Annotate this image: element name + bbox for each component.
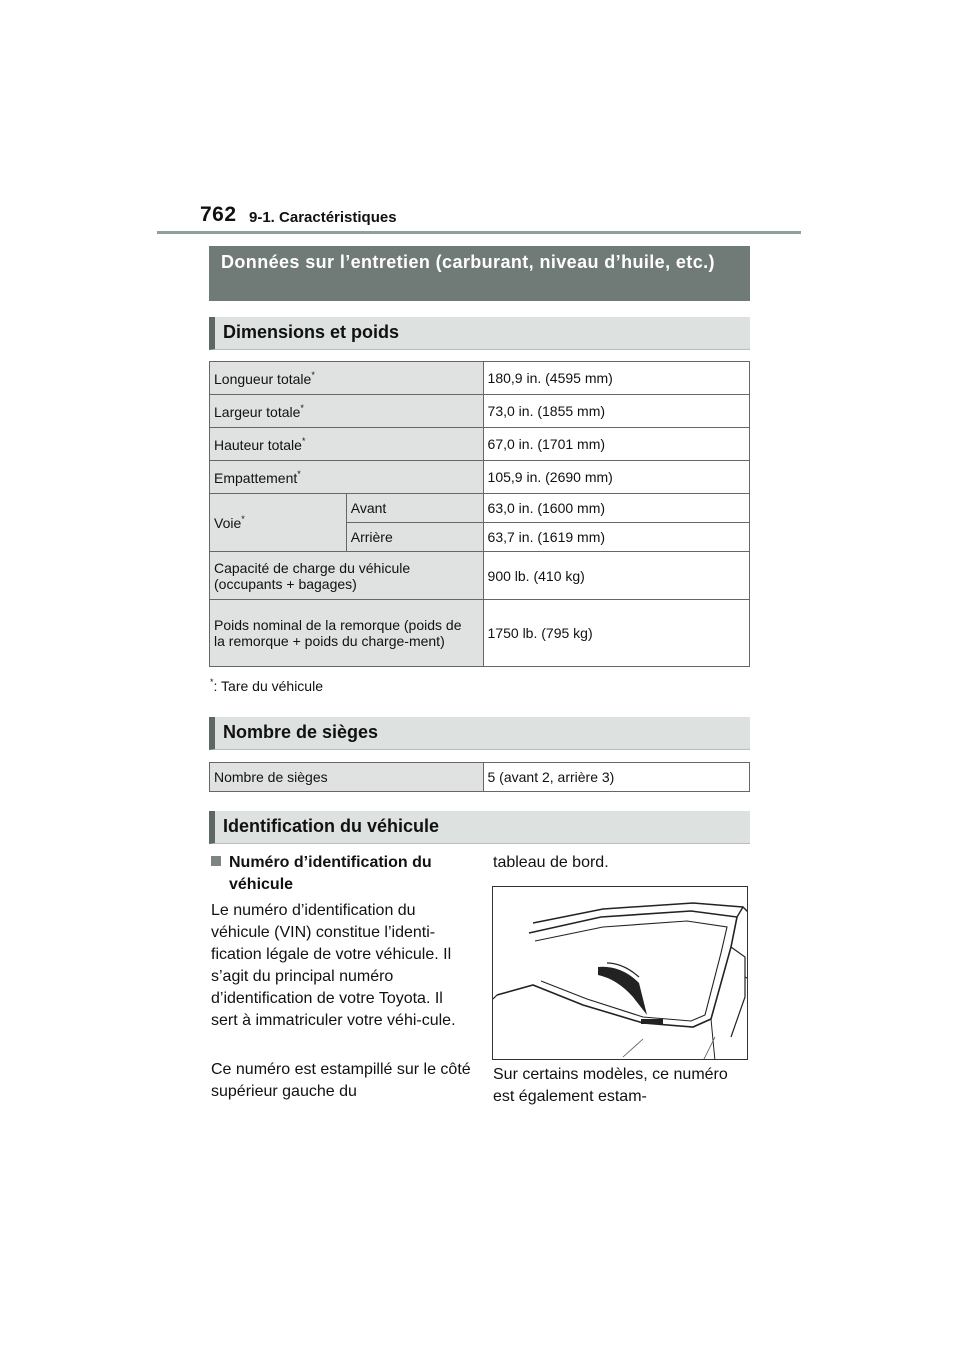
dimensions-table [209,361,750,667]
table-row [210,763,750,792]
table-row [210,395,750,428]
value-cell: 67,0 in. (1701 mm) [483,428,749,461]
label-cell: Poids nominal de la remorque (poids de la remorque + poids du charge-ment) [210,600,484,667]
windshield-illustration [492,886,748,1060]
value-cell: 900 lb. (410 kg) [483,552,749,600]
table-row [210,600,750,667]
page-number: 762 [200,203,237,226]
value-cell: 1750 lb. (795 kg) [483,600,749,667]
label-cell: Capacité de charge du véhicule (occupants + bagages) [210,552,484,600]
bullet-square-icon [211,856,221,866]
table-row [210,362,750,395]
paragraph-other-models: Sur certains modèles, ce numéro est également estam- [493,1066,728,1105]
value-cell: 63,7 in. (1619 mm) [483,523,749,552]
label-cell: Longueur totale* [210,362,484,395]
paragraph-vin: Le numéro d’identification du véhicule (VIN) constitue l’identi-fication légale de votre véhicule. Il s’agit du principal numéro d’identification de votre Toyota. Il sert à immatriculer votre véhi-cule. [211,902,456,1029]
paragraph-location: Ce numéro est estampillé sur le côté supérieur gauche du [211,1061,471,1100]
chapter-title: Données sur l’entretien (carburant, niveau d’huile, etc.) [209,246,750,301]
value-cell: 5 (avant 2, arrière 3) [483,763,750,792]
header-divider [157,231,801,234]
value-cell: 105,9 in. (2690 mm) [483,461,749,494]
value-cell: 63,0 in. (1600 mm) [483,494,749,523]
sub-label-cell: Arrière [346,523,483,552]
value-cell: 73,0 in. (1855 mm) [483,395,749,428]
seats-table [209,762,750,792]
table-row [210,428,750,461]
label-cell: Empattement* [210,461,484,494]
bullet-title: Numéro d’identification du véhicule [211,852,461,896]
paragraph-continuation: tableau de bord. [493,854,609,871]
footnote: *: Tare du véhicule [210,677,323,694]
section-heading-seats: Nombre de sièges [209,717,750,750]
label-cell: Voie* [210,494,347,552]
windshield-vin-illustration [493,887,748,1060]
label-cell: Nombre de sièges [210,763,484,792]
table-row [210,494,750,523]
label-cell: Hauteur totale* [210,428,484,461]
label-cell: Largeur totale* [210,395,484,428]
section-reference: 9-1. Caractéristiques [249,209,397,226]
section-heading-dimensions: Dimensions et poids [209,317,750,350]
table-row [210,461,750,494]
section-heading-identification: Identification du véhicule [209,811,750,844]
sub-label-cell: Avant [346,494,483,523]
table-row [210,552,750,600]
value-cell: 180,9 in. (4595 mm) [483,362,749,395]
